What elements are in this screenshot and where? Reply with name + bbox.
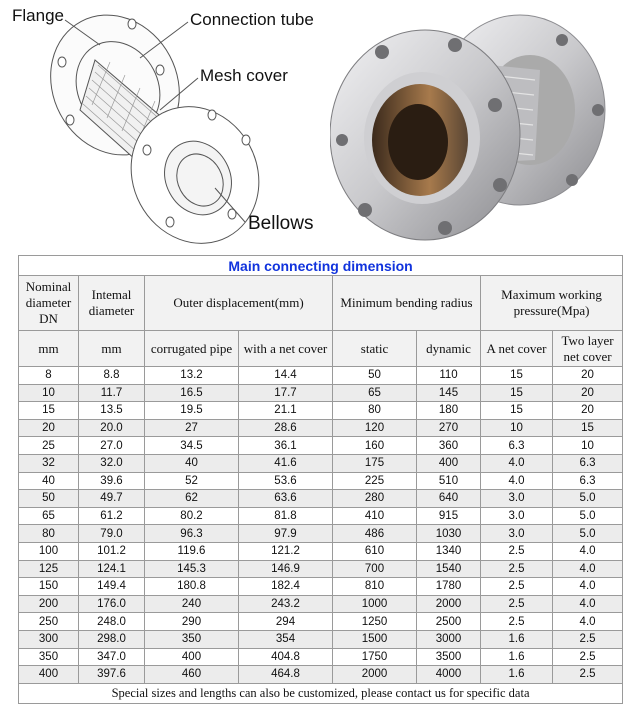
table-cell: 124.1 xyxy=(79,560,145,578)
table-cell: 176.0 xyxy=(79,595,145,613)
table-row xyxy=(19,666,623,684)
table-cell: 40 xyxy=(145,454,239,472)
table-row xyxy=(19,542,623,560)
table-cell: 1.6 xyxy=(481,666,553,684)
table-cell: 146.9 xyxy=(239,560,333,578)
table-cell: 240 xyxy=(145,595,239,613)
table-cell: 248.0 xyxy=(79,613,145,631)
table-cell: 404.8 xyxy=(239,648,333,666)
table-cell: 700 xyxy=(333,560,417,578)
table-cell: 5.0 xyxy=(553,525,623,543)
table-cell: 243.2 xyxy=(239,595,333,613)
subheader-cell: Two layer net cover xyxy=(553,331,623,367)
table-cell: 400 xyxy=(145,648,239,666)
header-internal-diameter: Intemal diameter xyxy=(79,276,145,331)
table-cell: 175 xyxy=(333,454,417,472)
mesh-cover-label: Mesh cover xyxy=(200,66,288,85)
table-cell: 15 xyxy=(19,402,79,420)
table-cell: 180.8 xyxy=(145,578,239,596)
table-cell: 50 xyxy=(19,490,79,508)
table-cell: 65 xyxy=(19,507,79,525)
table-cell: 41.6 xyxy=(239,454,333,472)
table-cell: 80 xyxy=(19,525,79,543)
table-cell: 2500 xyxy=(417,613,481,631)
table-title: Main connecting dimension xyxy=(19,256,623,276)
table-cell: 32 xyxy=(19,454,79,472)
table-cell: 39.6 xyxy=(79,472,145,490)
table-cell: 1780 xyxy=(417,578,481,596)
table-cell: 510 xyxy=(417,472,481,490)
table-cell: 4.0 xyxy=(553,560,623,578)
table-cell: 15 xyxy=(553,419,623,437)
header-nominal-diameter: Nominal diameter DN xyxy=(19,276,79,331)
table-cell: 6.3 xyxy=(553,454,623,472)
table-cell: 15 xyxy=(481,384,553,402)
table-cell: 121.2 xyxy=(239,542,333,560)
header-outer-displacement: Outer displacement(mm) xyxy=(145,276,333,331)
table-cell: 20 xyxy=(553,367,623,385)
table-cell: 28.6 xyxy=(239,419,333,437)
subheader-cell: corrugated pipe xyxy=(145,331,239,367)
table-cell: 4.0 xyxy=(553,613,623,631)
table-cell: 10 xyxy=(481,419,553,437)
table-cell: 2000 xyxy=(417,595,481,613)
table-cell: 15 xyxy=(481,367,553,385)
table-cell: 464.8 xyxy=(239,666,333,684)
table-cell: 2.5 xyxy=(481,560,553,578)
table-cell: 36.1 xyxy=(239,437,333,455)
table-cell: 20.0 xyxy=(79,419,145,437)
table-cell: 2000 xyxy=(333,666,417,684)
table-cell: 410 xyxy=(333,507,417,525)
table-cell: 460 xyxy=(145,666,239,684)
table-cell: 1.6 xyxy=(481,648,553,666)
table-cell: 915 xyxy=(417,507,481,525)
table-cell: 16.5 xyxy=(145,384,239,402)
table-row xyxy=(19,648,623,666)
table-cell: 79.0 xyxy=(79,525,145,543)
table-cell: 2.5 xyxy=(553,666,623,684)
table-cell: 3500 xyxy=(417,648,481,666)
table-cell: 52 xyxy=(145,472,239,490)
table-row xyxy=(19,419,623,437)
table-row xyxy=(19,490,623,508)
table-cell: 27 xyxy=(145,419,239,437)
table-cell: 8.8 xyxy=(79,367,145,385)
table-cell: 34.5 xyxy=(145,437,239,455)
table-cell: 150 xyxy=(19,578,79,596)
table-cell: 120 xyxy=(333,419,417,437)
table-row xyxy=(19,595,623,613)
flange-label: Flange xyxy=(12,6,64,25)
table-cell: 14.4 xyxy=(239,367,333,385)
table-cell: 350 xyxy=(145,630,239,648)
table-cell: 4.0 xyxy=(481,454,553,472)
product-illustrations xyxy=(0,0,640,255)
table-cell: 13.5 xyxy=(79,402,145,420)
table-cell: 4.0 xyxy=(481,472,553,490)
table-cell: 350 xyxy=(19,648,79,666)
subheader-cell: with a net cover xyxy=(239,331,333,367)
table-cell: 20 xyxy=(19,419,79,437)
table-cell: 81.8 xyxy=(239,507,333,525)
table-cell: 1500 xyxy=(333,630,417,648)
table-cell: 100 xyxy=(19,542,79,560)
table-cell: 3.0 xyxy=(481,525,553,543)
table-cell: 1340 xyxy=(417,542,481,560)
table-cell: 1750 xyxy=(333,648,417,666)
table-cell: 300 xyxy=(19,630,79,648)
table-cell: 160 xyxy=(333,437,417,455)
table-cell: 20 xyxy=(553,384,623,402)
subheader-cell: dynamic xyxy=(417,331,481,367)
table-cell: 360 xyxy=(417,437,481,455)
table-cell: 145 xyxy=(417,384,481,402)
table-cell: 270 xyxy=(417,419,481,437)
table-cell: 2.5 xyxy=(481,595,553,613)
bellows-label: Bellows xyxy=(248,213,314,234)
table-cell: 6.3 xyxy=(481,437,553,455)
table-row xyxy=(19,578,623,596)
table-row xyxy=(19,630,623,648)
table-cell: 149.4 xyxy=(79,578,145,596)
table-cell: 3.0 xyxy=(481,507,553,525)
table-cell: 610 xyxy=(333,542,417,560)
table-cell: 810 xyxy=(333,578,417,596)
table-row xyxy=(19,560,623,578)
table-row xyxy=(19,402,623,420)
table-cell: 4000 xyxy=(417,666,481,684)
table-cell: 180 xyxy=(417,402,481,420)
table-cell: 4.0 xyxy=(553,595,623,613)
table-row xyxy=(19,507,623,525)
table-cell: 8 xyxy=(19,367,79,385)
table-cell: 290 xyxy=(145,613,239,631)
table-cell: 354 xyxy=(239,630,333,648)
hose-product-photo xyxy=(330,0,635,250)
connection-tube-label: Connection tube xyxy=(190,10,314,29)
table-cell: 2.5 xyxy=(481,613,553,631)
table-cell: 101.2 xyxy=(79,542,145,560)
table-cell: 65 xyxy=(333,384,417,402)
table-cell: 32.0 xyxy=(79,454,145,472)
table-cell: 2.5 xyxy=(481,542,553,560)
table-cell: 17.7 xyxy=(239,384,333,402)
table-cell: 15 xyxy=(481,402,553,420)
subheader-cell: A net cover xyxy=(481,331,553,367)
table-cell: 40 xyxy=(19,472,79,490)
table-cell: 1250 xyxy=(333,613,417,631)
header-max-working-pressure: Maximum working pressure(Mpa) xyxy=(481,276,623,331)
table-cell: 11.7 xyxy=(79,384,145,402)
table-cell: 80 xyxy=(333,402,417,420)
table-row xyxy=(19,613,623,631)
table-cell: 2.5 xyxy=(481,578,553,596)
subheader-cell: static xyxy=(333,331,417,367)
table-cell: 13.2 xyxy=(145,367,239,385)
table-cell: 53.6 xyxy=(239,472,333,490)
table-cell: 5.0 xyxy=(553,507,623,525)
table-cell: 119.6 xyxy=(145,542,239,560)
hose-line-drawing xyxy=(0,0,330,245)
table-footer-note: Special sizes and lengths can also be customized, please contact us for specific data xyxy=(19,683,623,703)
table-cell: 4.0 xyxy=(553,578,623,596)
table-cell: 298.0 xyxy=(79,630,145,648)
table-cell: 145.3 xyxy=(145,560,239,578)
table-cell: 63.6 xyxy=(239,490,333,508)
table-cell: 4.0 xyxy=(553,542,623,560)
connecting-dimension-table xyxy=(18,255,623,704)
table-cell: 110 xyxy=(417,367,481,385)
table-body xyxy=(19,367,623,684)
table-cell: 5.0 xyxy=(553,490,623,508)
table-cell: 21.1 xyxy=(239,402,333,420)
table-row xyxy=(19,367,623,385)
table-cell: 80.2 xyxy=(145,507,239,525)
header-min-bending-radius: Minimum bending radius xyxy=(333,276,481,331)
table-cell: 400 xyxy=(19,666,79,684)
table-cell: 250 xyxy=(19,613,79,631)
table-cell: 640 xyxy=(417,490,481,508)
table-cell: 1030 xyxy=(417,525,481,543)
table-cell: 280 xyxy=(333,490,417,508)
subheader-cell: mm xyxy=(79,331,145,367)
table-cell: 2.5 xyxy=(553,630,623,648)
table-cell: 96.3 xyxy=(145,525,239,543)
table-cell: 62 xyxy=(145,490,239,508)
table-cell: 200 xyxy=(19,595,79,613)
table-cell: 486 xyxy=(333,525,417,543)
table-row xyxy=(19,454,623,472)
table-row xyxy=(19,384,623,402)
table-cell: 1.6 xyxy=(481,630,553,648)
table-cell: 6.3 xyxy=(553,472,623,490)
table-row xyxy=(19,472,623,490)
table-row xyxy=(19,437,623,455)
table-cell: 225 xyxy=(333,472,417,490)
table-cell: 125 xyxy=(19,560,79,578)
table-cell: 19.5 xyxy=(145,402,239,420)
table-cell: 347.0 xyxy=(79,648,145,666)
table-cell: 3.0 xyxy=(481,490,553,508)
table-cell: 1540 xyxy=(417,560,481,578)
table-row xyxy=(19,525,623,543)
table-cell: 20 xyxy=(553,402,623,420)
table-cell: 1000 xyxy=(333,595,417,613)
table-cell: 182.4 xyxy=(239,578,333,596)
table-cell: 3000 xyxy=(417,630,481,648)
table-cell: 49.7 xyxy=(79,490,145,508)
table-cell: 27.0 xyxy=(79,437,145,455)
table-cell: 397.6 xyxy=(79,666,145,684)
table-cell: 294 xyxy=(239,613,333,631)
table-cell: 10 xyxy=(19,384,79,402)
table-cell: 61.2 xyxy=(79,507,145,525)
table-cell: 10 xyxy=(553,437,623,455)
table-cell: 97.9 xyxy=(239,525,333,543)
table-cell: 400 xyxy=(417,454,481,472)
table-cell: 25 xyxy=(19,437,79,455)
subheader-cell: mm xyxy=(19,331,79,367)
table-cell: 2.5 xyxy=(553,648,623,666)
table-cell: 50 xyxy=(333,367,417,385)
